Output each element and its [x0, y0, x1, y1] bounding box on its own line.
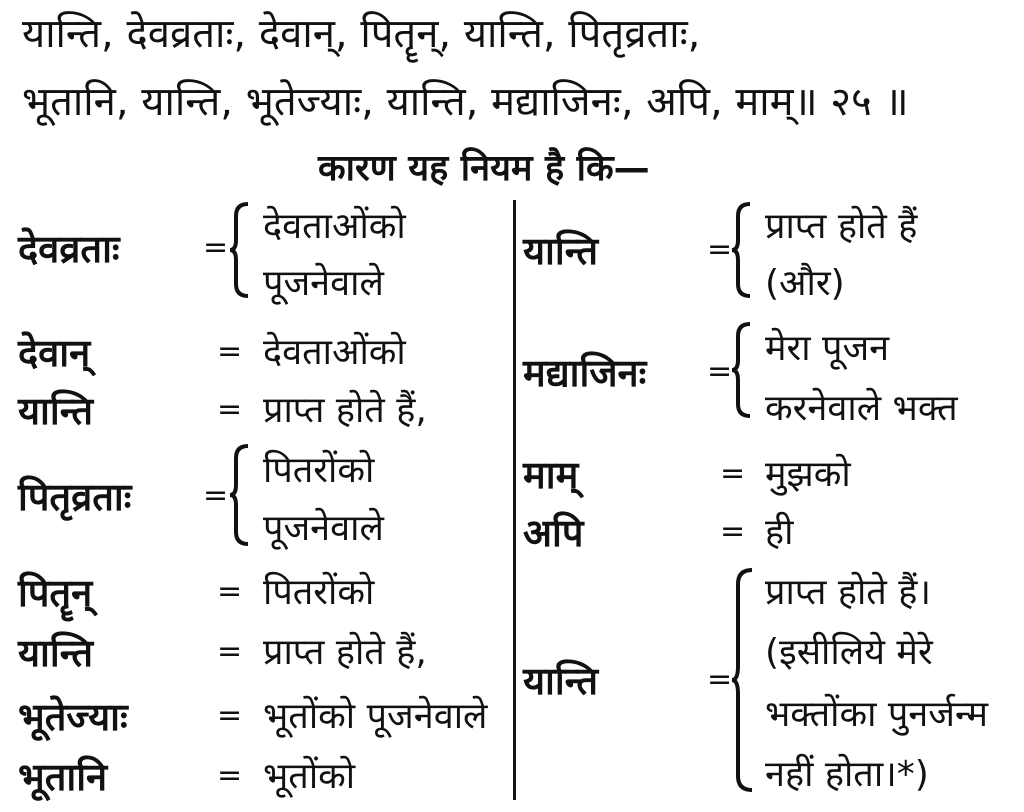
left-term-1: देवव्रताः — [18, 227, 120, 271]
left-meaning-8: भूतोंको — [263, 756, 356, 797]
right-meaning-1b: (और) — [765, 263, 845, 304]
column-divider — [513, 200, 516, 800]
left-eq-7: = — [217, 698, 243, 733]
left-term-7: भूतेज्याः — [18, 695, 128, 739]
left-meaning-3: प्राप्त होते हैं, — [263, 390, 427, 431]
right-eq-4: = — [720, 514, 746, 549]
left-eq-3: = — [217, 392, 243, 427]
right-eq-3: = — [720, 456, 746, 491]
right-term-5: यान्ति — [523, 659, 599, 703]
left-meaning-5: पितरोंको — [263, 572, 375, 613]
left-meaning-4a: पितरोंको — [263, 450, 375, 491]
section-heading: कारण यह नियम है कि— — [318, 148, 650, 189]
verse-line-1: यान्ति, देवव्रताः, देवान्, पितॄन्, यान्ति, पितृव्रताः, — [22, 11, 701, 57]
right-term-2: मद्याजिनः — [523, 351, 647, 395]
right-eq-2: = — [707, 354, 733, 389]
right-meaning-4: ही — [765, 512, 794, 553]
right-meaning-2b: करनेवाले भक्त — [765, 388, 958, 429]
right-meaning-5a: प्राप्त होते हैं। — [765, 572, 932, 613]
left-brace-1 — [228, 200, 252, 300]
left-eq-2: = — [217, 334, 243, 369]
left-meaning-7: भूतोंको पूजनेवाले — [263, 696, 488, 737]
left-term-8: भूतानि — [18, 755, 108, 799]
left-meaning-6: प्राप्त होते हैं, — [263, 632, 427, 673]
right-eq-5: = — [707, 662, 733, 697]
left-meaning-1a: देवताओंको — [263, 206, 406, 247]
left-term-5: पितॄन् — [18, 571, 93, 615]
right-term-4: अपि — [523, 511, 584, 555]
left-meaning-1b: पूजनेवाले — [263, 263, 384, 304]
left-eq-6: = — [217, 634, 243, 669]
left-term-3: यान्ति — [18, 389, 94, 433]
right-meaning-2a: मेरा पूजन — [765, 328, 890, 369]
left-eq-5: = — [217, 574, 243, 609]
left-eq-1: = — [203, 230, 229, 265]
right-brace-2 — [730, 320, 754, 420]
left-eq-8: = — [217, 758, 243, 793]
left-brace-4 — [228, 442, 252, 548]
left-meaning-4b: पूजनेवाले — [263, 508, 384, 549]
right-meaning-1a: प्राप्त होते हैं — [765, 206, 918, 247]
right-brace-5 — [730, 566, 756, 794]
right-eq-1: = — [707, 232, 733, 267]
right-meaning-3: मुझको — [765, 454, 851, 495]
right-brace-1 — [730, 200, 754, 300]
right-meaning-5b: (इसीलिये मेरे — [765, 632, 933, 673]
right-term-3: माम् — [523, 453, 579, 497]
left-meaning-2: देवताओंको — [263, 332, 406, 373]
right-term-1: यान्ति — [523, 229, 599, 273]
right-meaning-5d: नहीं होता।*) — [765, 754, 929, 795]
right-meaning-5c: भक्तोंका पुनर्जन्म — [765, 694, 988, 735]
left-term-2: देवान् — [18, 331, 91, 375]
left-eq-4: = — [203, 478, 229, 513]
verse-line-2: भूतानि, यान्ति, भूतेज्याः, यान्ति, मद्याजिनः, अपि, माम्॥ २५ ॥ — [22, 79, 909, 125]
left-term-4: पितृव्रताः — [18, 475, 132, 519]
left-term-6: यान्ति — [18, 631, 94, 675]
